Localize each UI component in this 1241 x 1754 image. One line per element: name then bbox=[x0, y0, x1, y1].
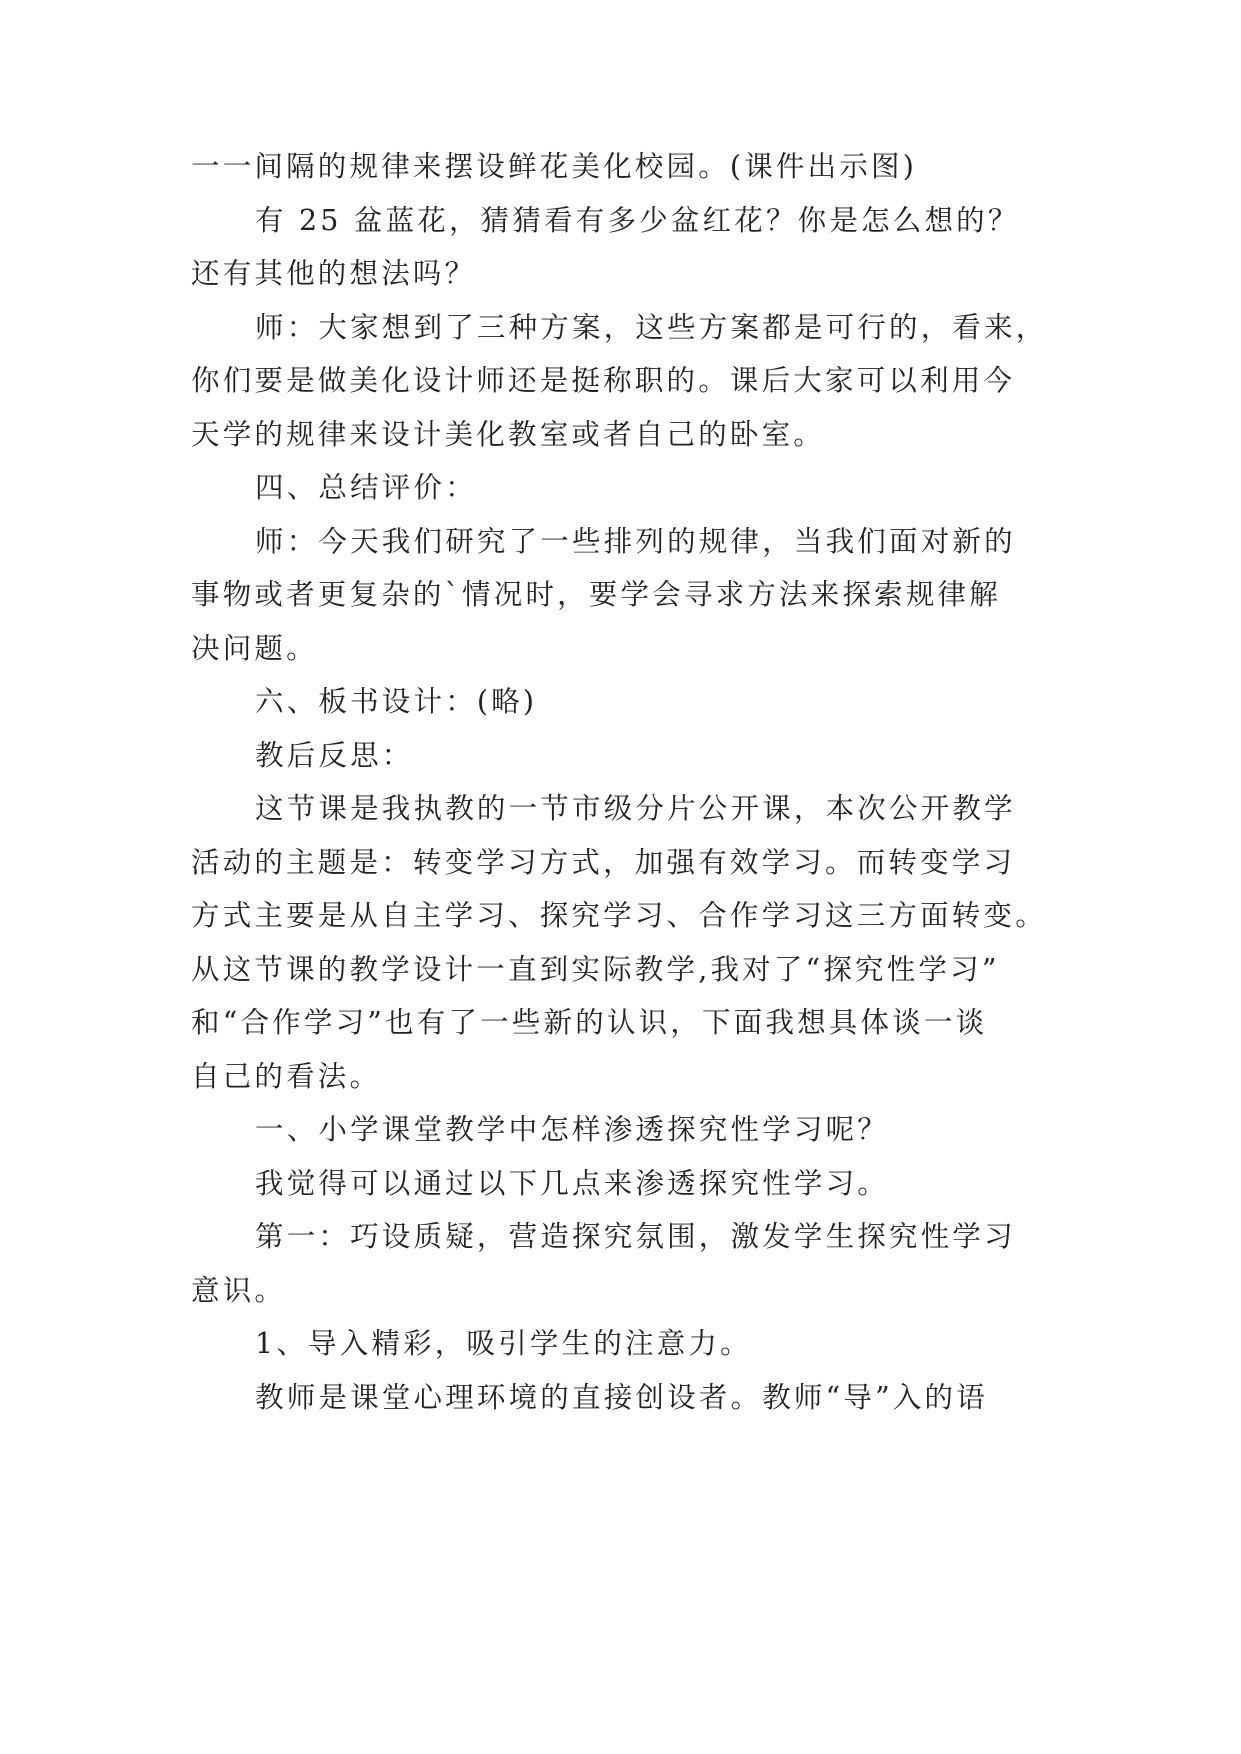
text-line: 天学的规律来设计美化教室或者自己的卧室。 bbox=[191, 418, 826, 451]
text-line: 第一：巧设质疑，营造探究氛围，激发学生探究性学习 bbox=[255, 1220, 1016, 1253]
text-line: 你们要是做美化设计师还是挺称职的。课后大家可以利用今 bbox=[191, 364, 1016, 397]
section-heading: 教后反思： bbox=[255, 739, 414, 772]
section-heading: 六、板书设计：(略) bbox=[255, 685, 538, 718]
section-heading: 一、小学课堂教学中怎样渗透探究性学习呢？ bbox=[255, 1113, 890, 1146]
text-line: 这节课是我执教的一节市级分片公开课，本次公开教学 bbox=[255, 792, 1016, 825]
text-line: 决问题。 bbox=[191, 632, 318, 665]
text-line: 我觉得可以通过以下几点来渗透探究性学习。 bbox=[255, 1167, 890, 1200]
text-line: 有 25 盆蓝花，猜猜看有多少盆红花？你是怎么想的？ bbox=[255, 204, 1020, 237]
section-heading: 四、总结评价： bbox=[255, 471, 477, 504]
text-line: 1、导入精彩，吸引学生的注意力。 bbox=[255, 1327, 752, 1360]
text-line: 师：大家想到了三种方案，这些方案都是可行的，看来， bbox=[255, 311, 1048, 344]
text-line: 方式主要是从自主学习、探究学习、合作学习这三方面转变。 bbox=[191, 899, 1047, 932]
text-line: 师：今天我们研究了一些排列的规律，当我们面对新的 bbox=[255, 525, 1016, 558]
text-line: 教师是课堂心理环境的直接创设者。教师“导”入的语 bbox=[255, 1381, 988, 1414]
text-line: 事物或者更复杂的`情况时，要学会寻求方法来探索规律解 bbox=[191, 578, 1001, 611]
text-line: 一一间隔的规律来摆设鲜花美化校园。(课件出示图) bbox=[191, 150, 918, 183]
text-line: 还有其他的想法吗？ bbox=[191, 257, 477, 290]
text-line: 自己的看法。 bbox=[191, 1060, 382, 1093]
text-line: 从这节课的教学设计一直到实际教学,我对了“探究性学习” bbox=[191, 953, 1000, 986]
text-line: 和“合作学习”也有了一些新的认识，下面我想具体谈一谈 bbox=[191, 1006, 988, 1039]
text-line: 活动的主题是：转变学习方式，加强有效学习。而转变学习 bbox=[191, 846, 1016, 879]
text-line: 意识。 bbox=[191, 1274, 287, 1307]
